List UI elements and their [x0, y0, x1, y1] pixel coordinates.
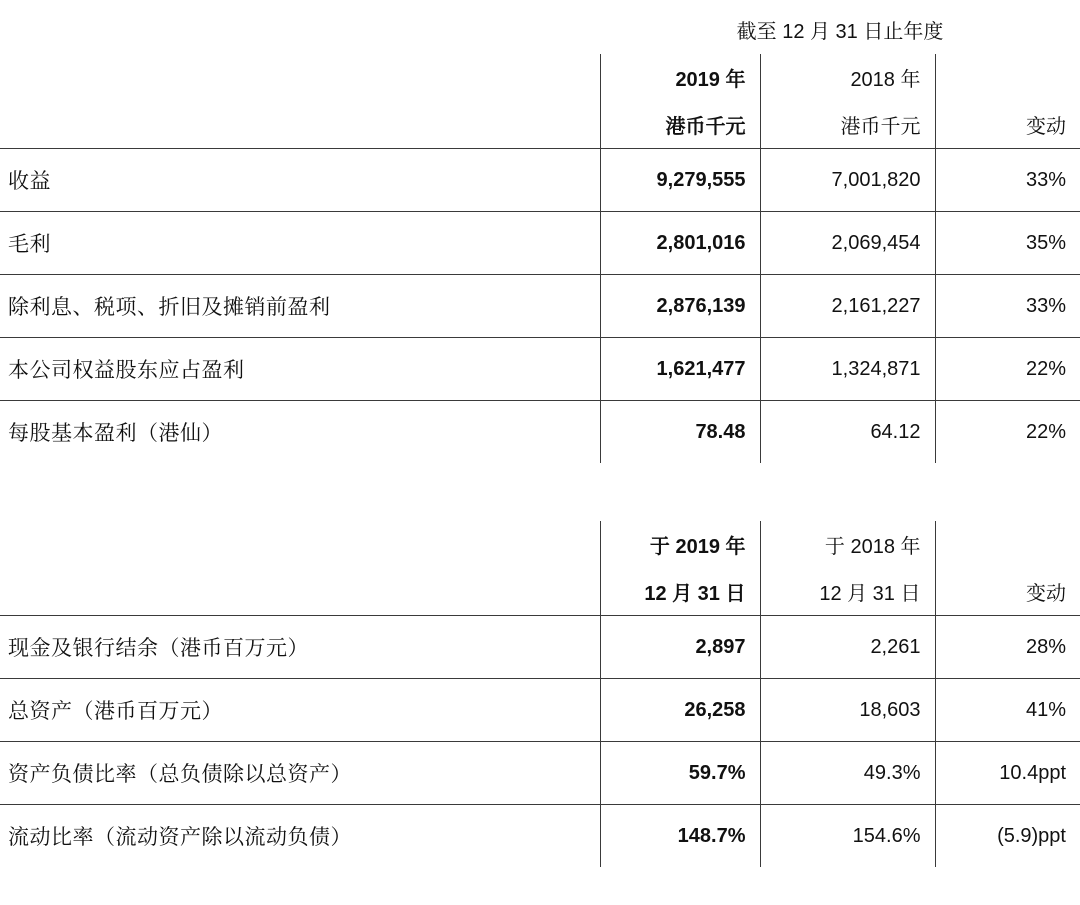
- row-value-change: 22%: [935, 338, 1080, 401]
- row-value-2018: 1,324,871: [760, 338, 935, 401]
- row-label: 本公司权益股东应占盈利: [0, 338, 600, 401]
- row-value-2019: 59.7%: [600, 742, 760, 805]
- section1-header-2019-year: 2019 年: [600, 54, 760, 101]
- section2-header-2019-year: 于 2019 年: [600, 521, 760, 568]
- section1-header-change: 变动: [935, 101, 1080, 149]
- row-value-2019: 2,801,016: [600, 212, 760, 275]
- row-value-2018: 2,161,227: [760, 275, 935, 338]
- row-value-2019: 78.48: [600, 401, 760, 464]
- section1-header-change-blank: [935, 54, 1080, 101]
- section2-header-change: 变动: [935, 568, 1080, 616]
- row-value-2019: 2,897: [600, 616, 760, 679]
- section2-header-2018-date: 12 月 31 日: [760, 568, 935, 616]
- section1-header-row-1: [0, 54, 1080, 101]
- spacer-cell: [0, 463, 600, 521]
- table-row: [0, 149, 1080, 212]
- row-value-2019: 26,258: [600, 679, 760, 742]
- row-value-2018: 7,001,820: [760, 149, 935, 212]
- row-value-change: 33%: [935, 149, 1080, 212]
- table-row: [0, 275, 1080, 338]
- row-value-2019: 9,279,555: [600, 149, 760, 212]
- table-row: [0, 805, 1080, 868]
- row-value-2018: 2,069,454: [760, 212, 935, 275]
- row-label: 资产负债比率（总负债除以总资产）: [0, 742, 600, 805]
- section1-period-title-row: [0, 0, 1080, 54]
- row-label: 每股基本盈利（港仙）: [0, 401, 600, 464]
- spacer-cell: [0, 101, 600, 149]
- row-value-2018: 49.3%: [760, 742, 935, 805]
- row-value-2019: 2,876,139: [600, 275, 760, 338]
- section2-header-row-2: [0, 568, 1080, 616]
- row-value-change: 35%: [935, 212, 1080, 275]
- section-gap: [0, 463, 1080, 521]
- section1-header-2018-year: 2018 年: [760, 54, 935, 101]
- row-label: 总资产（港币百万元）: [0, 679, 600, 742]
- row-value-change: (5.9)ppt: [935, 805, 1080, 868]
- row-label: 流动比率（流动资产除以流动负债）: [0, 805, 600, 868]
- spacer-cell: [935, 463, 1080, 521]
- spacer-cell: [0, 568, 600, 616]
- section2-header-change-blank: [935, 521, 1080, 568]
- section1-header-row-2: [0, 101, 1080, 149]
- table-row: [0, 338, 1080, 401]
- row-value-2018: 18,603: [760, 679, 935, 742]
- row-value-change: 28%: [935, 616, 1080, 679]
- table-row: [0, 401, 1080, 464]
- section2-header-row-1: [0, 521, 1080, 568]
- row-label: 毛利: [0, 212, 600, 275]
- row-label: 现金及银行结余（港币百万元）: [0, 616, 600, 679]
- table-row: [0, 742, 1080, 805]
- table-row: [0, 679, 1080, 742]
- section2-header-2019-date: 12 月 31 日: [600, 568, 760, 616]
- row-value-2018: 2,261: [760, 616, 935, 679]
- row-value-2018: 64.12: [760, 401, 935, 464]
- row-value-2019: 1,621,477: [600, 338, 760, 401]
- section1-header-2019-unit: 港币千元: [600, 101, 760, 149]
- row-label: 除利息、税项、折旧及摊销前盈利: [0, 275, 600, 338]
- row-value-change: 41%: [935, 679, 1080, 742]
- spacer-cell: [0, 0, 600, 54]
- section1-period-title: 截至 12 月 31 日止年度: [736, 21, 944, 43]
- spacer-cell: [760, 463, 935, 521]
- spacer-cell: [600, 463, 760, 521]
- spacer-cell: [0, 521, 600, 568]
- spacer-cell: [0, 54, 600, 101]
- section2-header-2018-year: 于 2018 年: [760, 521, 935, 568]
- table-row: [0, 616, 1080, 679]
- row-value-change: 10.4ppt: [935, 742, 1080, 805]
- row-value-2018: 154.6%: [760, 805, 935, 868]
- row-value-2019: 148.7%: [600, 805, 760, 868]
- row-value-change: 33%: [935, 275, 1080, 338]
- section1-header-2018-unit: 港币千元: [760, 101, 935, 149]
- row-label: 收益: [0, 149, 600, 212]
- table-row: [0, 212, 1080, 275]
- row-value-change: 22%: [935, 401, 1080, 464]
